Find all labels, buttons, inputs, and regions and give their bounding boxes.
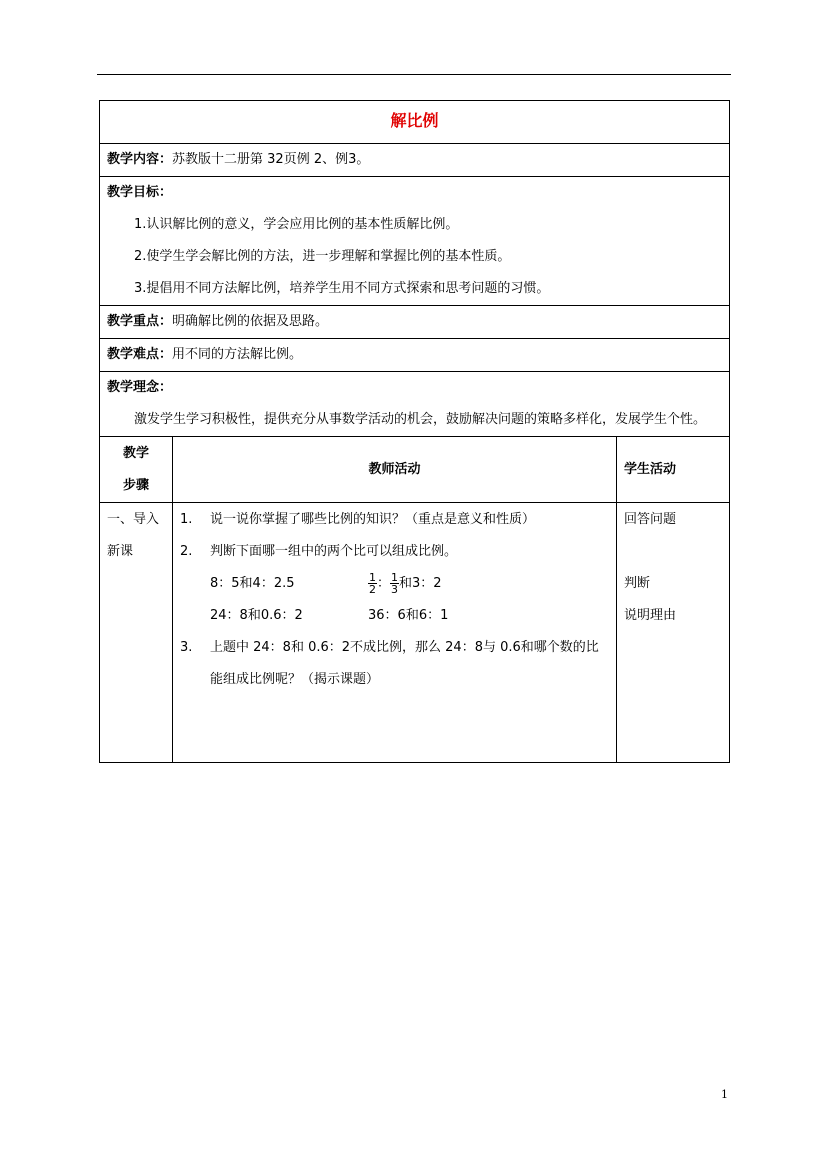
difficulty-label: 教学难点 [107, 347, 160, 362]
difficulty-row [100, 339, 730, 372]
fraction-half: $\frac{1}{2}$ [369, 571, 376, 596]
difficulty-cell [100, 339, 730, 372]
key-point-cell [100, 306, 730, 339]
column-header-row [100, 437, 730, 503]
objective-item: 1.认识解比例的意义，学会应用比例的基本性质解比例。 [134, 217, 459, 232]
content-cell [100, 144, 730, 177]
student-activity-cell [617, 503, 730, 763]
item-number: 1. [180, 512, 193, 527]
student-judge: 判断 [624, 576, 651, 591]
student-explain: 说明理由 [624, 608, 677, 623]
item-text: 上题中 24：8和 0.6：2不成比例，那么 24：8与 0.6和哪个数的比能组成比例呢？（揭示课题） [210, 640, 599, 687]
ratio-pair-a: 8：5和4：2.5 [210, 576, 295, 591]
teacher-header: 教师活动 [173, 437, 617, 503]
content-label: 教学内容 [107, 152, 160, 167]
step-row [100, 503, 730, 763]
title-row [100, 101, 730, 144]
content-colon: ： [159, 152, 173, 167]
item-text: 判断下面哪一组中的两个比可以组成比例。 [210, 544, 458, 559]
key-point-colon: ： [159, 314, 173, 329]
teacher-activity-cell [173, 503, 617, 763]
fraction-third: $\frac{1}{3}$ [391, 571, 399, 596]
step-cell [100, 503, 173, 763]
content-text: 苏教版十二册第 32页例 2、例3。 [172, 152, 370, 167]
ratio-pair-c: 24：8和0.6：2 [210, 608, 303, 623]
objective-item: 2.使学生学会解比例的方法，进一步理解和掌握比例的基本性质。 [134, 249, 511, 264]
steps-header-line1: 教学 [122, 445, 149, 461]
difficulty-colon: ： [159, 347, 173, 362]
key-point-row [100, 306, 730, 339]
objectives-colon: ： [159, 185, 173, 200]
list-item [180, 536, 609, 568]
item-text: 说一说你掌握了哪些比例的知识？（重点是意义和性质） [210, 512, 536, 527]
list-item [180, 632, 609, 696]
lesson-plan-table [99, 100, 730, 763]
key-point-label: 教学重点 [107, 314, 160, 329]
ratio-pair-b: $\frac{1}{2}$ ： $\frac{1}{3}$ 和3：2 [369, 571, 442, 596]
item-number: 2. [180, 544, 193, 559]
steps-header-line2: 步骤 [122, 477, 149, 493]
student-header: 学生活动 [617, 437, 730, 503]
ratio-pair-d: 36：6和6：1 [368, 608, 449, 623]
philosophy-label: 教学理念 [107, 380, 160, 395]
philosophy-cell [100, 372, 730, 437]
page-number: 1 [721, 1088, 728, 1101]
objectives-cell [100, 177, 730, 306]
philosophy-colon: ： [159, 380, 173, 395]
philosophy-text: 激发学生学习积极性，提供充分从事数学活动的机会，鼓励解决问题的策略多样化，发展学生个性。 [134, 412, 707, 427]
item-number: 3. [180, 640, 193, 655]
student-answer: 回答问题 [624, 512, 677, 527]
header-rule [97, 74, 731, 75]
difficulty-text: 用不同的方法解比例。 [172, 347, 303, 362]
content-row [100, 144, 730, 177]
key-point-text: 明确解比例的依据及思路。 [172, 314, 329, 329]
list-item [180, 504, 609, 536]
step-name: 一、导入新课 [107, 512, 160, 559]
ratio-pairs [180, 568, 609, 632]
objective-item: 3.提倡用不同方法解比例，培养学生用不同方式探索和思考问题的习惯。 [134, 281, 550, 296]
document-title: 解比例 [390, 111, 439, 130]
objectives-row [100, 177, 730, 306]
title-cell [100, 101, 730, 144]
steps-header [100, 437, 173, 503]
objectives-label: 教学目标 [107, 185, 160, 200]
philosophy-row [100, 372, 730, 437]
